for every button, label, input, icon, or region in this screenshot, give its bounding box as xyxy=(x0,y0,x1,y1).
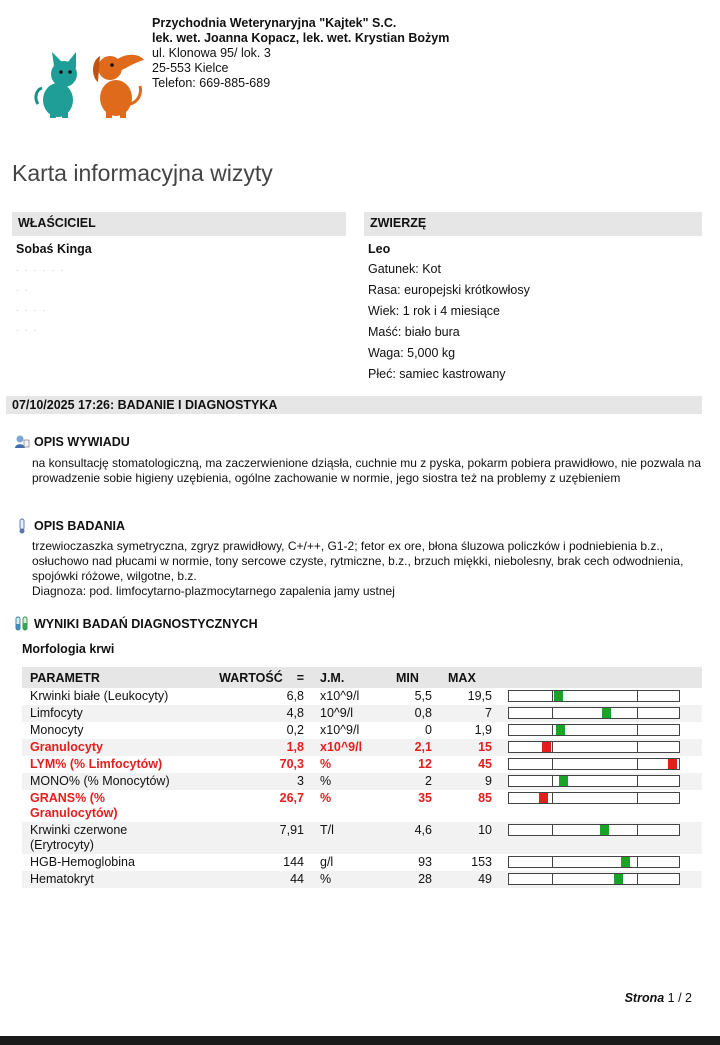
result-unit: T/l xyxy=(312,822,388,854)
range-tick xyxy=(552,793,553,803)
panel-name: Morfologia krwi xyxy=(22,642,115,656)
result-min: 12 xyxy=(418,757,432,771)
range-marker xyxy=(559,776,568,786)
redacted-line: · · · · xyxy=(16,306,48,315)
history-heading xyxy=(14,434,130,450)
range-tick xyxy=(637,874,638,884)
result-unit: % xyxy=(320,791,332,805)
result-row xyxy=(22,854,702,871)
range-marker xyxy=(621,857,630,867)
result-value: 144 xyxy=(283,855,304,869)
range-tick xyxy=(637,793,638,803)
interview-icon xyxy=(14,434,30,450)
history-heading-label: OPIS WYWIADU xyxy=(34,435,130,449)
range-tick xyxy=(552,708,553,718)
result-unit: g/l xyxy=(320,855,334,869)
clinic-city: 25-553 Kielce xyxy=(152,61,229,75)
range-marker xyxy=(614,874,623,884)
clinic-logo-icon xyxy=(32,44,148,120)
result-value: 44 xyxy=(202,871,312,888)
exam-heading-label: OPIS BADANIA xyxy=(34,519,125,533)
result-range-cell xyxy=(500,790,702,822)
result-min: 2,1 xyxy=(388,739,440,756)
range-tick xyxy=(637,759,638,769)
bottom-strip xyxy=(0,1036,720,1045)
range-tick xyxy=(552,776,553,786)
result-row xyxy=(22,773,702,790)
result-range-cell xyxy=(500,688,702,705)
range-tick xyxy=(637,742,638,752)
result-min: 28 xyxy=(388,871,440,888)
exam-description: trzewioczaszka symetryczna, zgryz prawidłowy, C+/++, G1-2; fetor ex ore, błona śluzowa policzków i podniebienia b.z., osłuchowo nad płucami w normie, tony sercowe czyste, rytmiczne, b.z., brzuch miękki, niebolesny, brak cech odwodnienia, spojówki różowe, wilgotne, b.z. xyxy=(32,539,684,583)
result-range-cell xyxy=(500,773,702,790)
col-unit: J.M. xyxy=(312,667,388,688)
col-min: MIN xyxy=(388,667,440,688)
range-bar xyxy=(508,792,680,804)
owner-name: Sobaś Kinga xyxy=(16,242,92,256)
exam-text xyxy=(32,539,702,599)
result-unit: % xyxy=(320,757,332,771)
range-marker xyxy=(542,742,551,752)
result-max: 1,9 xyxy=(474,723,492,737)
result-row xyxy=(22,705,702,722)
result-row xyxy=(22,790,702,822)
owner-heading: WŁAŚCICIEL xyxy=(12,212,346,236)
clinic-doctors: lek. wet. Joanna Kopacz, lek. wet. Krystian Bożym xyxy=(152,31,450,45)
range-bar xyxy=(508,707,680,719)
animal-breed: Rasa: europejski krótkowłosy xyxy=(368,283,530,297)
results-header-row xyxy=(22,667,702,688)
range-marker xyxy=(556,725,565,735)
result-value: 7,91 xyxy=(202,822,312,854)
range-bar xyxy=(508,724,680,736)
animal-species: Gatunek: Kot xyxy=(368,262,441,276)
result-param: Krwinki czerwone (Erytrocyty) xyxy=(22,822,202,854)
col-param: PARAMETR xyxy=(22,667,202,688)
result-min: 0,8 xyxy=(388,705,440,722)
range-tick xyxy=(552,825,553,835)
result-unit: % xyxy=(312,773,388,790)
result-max: 10 xyxy=(440,822,500,854)
result-range-cell xyxy=(500,871,702,888)
result-max: 9 xyxy=(440,773,500,790)
result-unit: % xyxy=(312,871,388,888)
result-range-cell xyxy=(500,739,702,756)
result-param: Granulocyty xyxy=(22,739,202,756)
range-marker xyxy=(668,759,677,769)
range-bar xyxy=(508,741,680,753)
diagnosis: Diagnoza: pod. limfocytarno-plazmocytarnego zapalenia jamy ustnej xyxy=(32,584,395,598)
range-tick xyxy=(552,725,553,735)
result-value: 0,2 xyxy=(286,723,304,737)
range-tick xyxy=(552,742,553,752)
range-tick xyxy=(552,691,553,701)
page-label: Strona xyxy=(624,991,665,1005)
result-max: 85 xyxy=(478,791,492,805)
result-row xyxy=(22,722,702,739)
result-min: 5,5 xyxy=(414,689,432,703)
thermometer-icon xyxy=(14,518,30,534)
result-param: HGB-Hemoglobina xyxy=(30,855,135,869)
result-row xyxy=(22,871,702,888)
result-max: 7 xyxy=(440,705,500,722)
result-row xyxy=(22,688,702,705)
animal-section xyxy=(364,212,702,382)
clinic-header xyxy=(0,0,720,130)
range-marker xyxy=(554,691,563,701)
result-max: 19,5 xyxy=(467,689,492,703)
col-value: WARTOŚĆ = xyxy=(202,667,312,688)
result-max: 45 xyxy=(478,757,492,771)
range-bar xyxy=(508,690,680,702)
range-tick xyxy=(637,857,638,867)
result-unit: 10^9/l xyxy=(312,705,388,722)
redacted-line: · · · xyxy=(16,326,39,335)
result-param: Limfocyty xyxy=(22,705,202,722)
result-max: 49 xyxy=(440,871,500,888)
result-min: 4,6 xyxy=(388,822,440,854)
results-heading-label: WYNIKI BADAŃ DIAGNOSTYCZNYCH xyxy=(34,617,258,631)
animal-age: Wiek: 1 rok i 4 miesiące xyxy=(368,304,500,318)
result-row xyxy=(22,756,702,773)
test-tubes-icon xyxy=(14,616,30,632)
range-bar xyxy=(508,873,680,885)
result-param: Krwinki białe (Leukocyty) xyxy=(30,689,169,703)
range-marker xyxy=(600,825,609,835)
redacted-line: · · · · · · xyxy=(16,266,66,275)
range-marker xyxy=(602,708,611,718)
result-range-cell xyxy=(500,756,702,773)
result-param: LYM% (% Limfocytów) xyxy=(30,757,163,771)
animal-sex: Płeć: samiec kastrowany xyxy=(368,367,506,381)
result-min: 2 xyxy=(388,773,440,790)
result-max: 153 xyxy=(471,855,492,869)
range-bar xyxy=(508,856,680,868)
animal-heading: ZWIERZĘ xyxy=(364,212,702,236)
result-range-cell xyxy=(500,722,702,739)
exam-heading xyxy=(14,518,125,534)
result-param: MONO% (% Monocytów) xyxy=(22,773,202,790)
result-value: 4,8 xyxy=(202,705,312,722)
result-param: Monocyty xyxy=(30,723,84,737)
result-min: 35 xyxy=(418,791,432,805)
range-bar xyxy=(508,758,680,770)
animal-name: Leo xyxy=(368,242,391,256)
col-range-bar xyxy=(500,667,702,688)
range-tick xyxy=(637,708,638,718)
range-tick xyxy=(552,857,553,867)
result-range-cell xyxy=(500,705,702,722)
result-min: 93 xyxy=(418,855,432,869)
result-param: GRANS% (% Granulocytów) xyxy=(30,791,118,820)
result-range-cell xyxy=(500,822,702,854)
range-bar xyxy=(508,775,680,787)
range-tick xyxy=(552,759,553,769)
result-unit: x10^9/l xyxy=(312,739,388,756)
result-value: 1,8 xyxy=(202,739,312,756)
result-unit: x10^9/l xyxy=(320,723,360,737)
result-unit: x10^9/l xyxy=(320,689,360,703)
owner-section xyxy=(12,212,346,336)
results-heading xyxy=(14,616,258,632)
result-value: 3 xyxy=(202,773,312,790)
range-tick xyxy=(637,725,638,735)
result-value: 70,3 xyxy=(279,757,304,771)
range-tick xyxy=(552,874,553,884)
clinic-info xyxy=(152,16,449,91)
results-table xyxy=(22,667,702,888)
visit-header: 07/10/2025 17:26: BADANIE I DIAGNOSTYKA xyxy=(6,396,702,414)
result-range-cell xyxy=(500,854,702,871)
clinic-name: Przychodnia Weterynaryjna "Kajtek" S.C. xyxy=(152,16,397,30)
result-value: 6,8 xyxy=(286,689,304,703)
page-number: 1 / 2 xyxy=(667,991,692,1005)
result-max: 15 xyxy=(440,739,500,756)
clinic-street: ul. Klonowa 95/ lok. 3 xyxy=(152,46,271,60)
redacted-line: · · xyxy=(16,286,30,295)
result-value: 26,7 xyxy=(279,791,304,805)
result-min: 0 xyxy=(425,723,432,737)
col-max: MAX xyxy=(440,667,500,688)
page-title: Karta informacyjna wizyty xyxy=(12,160,273,186)
animal-weight: Waga: 5,000 kg xyxy=(368,346,456,360)
result-row xyxy=(22,739,702,756)
page-footer xyxy=(625,991,692,1005)
result-row xyxy=(22,822,702,854)
clinic-phone: Telefon: 669-885-689 xyxy=(152,76,271,90)
range-tick xyxy=(637,776,638,786)
range-marker xyxy=(539,793,548,803)
range-tick xyxy=(637,691,638,701)
animal-coat: Maść: biało bura xyxy=(368,325,460,339)
range-tick xyxy=(637,825,638,835)
result-param: Hematokryt xyxy=(22,871,202,888)
range-bar xyxy=(508,824,680,836)
history-text: na konsultację stomatologiczną, ma zaczerwienione dziąsła, cuchnie mu z pyska, pokarm pobiera prawidłowo, nie pozwala na prowadzenie sobie higieny uzębienia, ogólne zachowanie w normie, jego siostra też na problemy z uzębieniem xyxy=(32,456,702,485)
